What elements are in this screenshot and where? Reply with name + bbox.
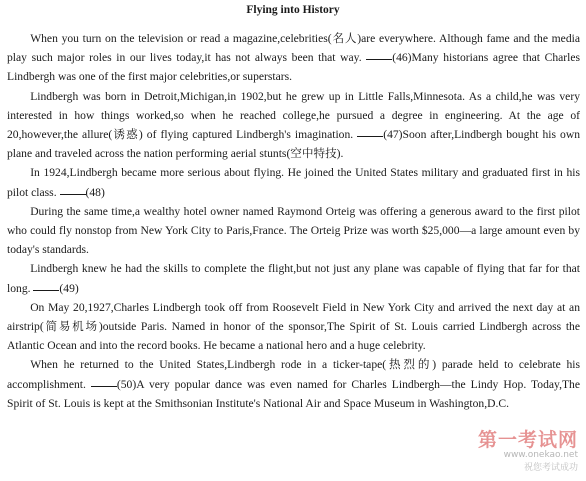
- answer-blank-47: [357, 135, 383, 137]
- passage-body: [7, 29, 580, 413]
- document-title: Flying into History: [246, 4, 340, 16]
- answer-blank-50: [91, 385, 117, 387]
- blank-number-48: (48): [85, 185, 105, 199]
- paragraph-6: [7, 298, 580, 356]
- blank-number-46: (46): [392, 51, 412, 65]
- blank-number-50: (50): [116, 377, 137, 391]
- paragraph-2: [7, 87, 580, 164]
- paragraph-5: [7, 259, 580, 297]
- paragraph-3: [7, 163, 580, 201]
- answer-blank-46: [366, 58, 392, 60]
- paragraph-text: Soon after,Lindbergh bought his own plane and traveled across the nation performing aerial stunts(空中特技).: [7, 128, 580, 161]
- paragraph-text: When you turn on the television or read a magazine,celebrities(名人)are everywhere. Although fame and the media play such major roles in our lives today,it has not always been that way.: [7, 32, 580, 65]
- answer-blank-49: [33, 289, 59, 291]
- watermark-url: www.onekao.net: [503, 450, 578, 460]
- blank-number-49: (49): [59, 281, 79, 295]
- paragraph-1: [7, 29, 580, 87]
- blank-number-47: (47): [383, 128, 403, 142]
- paragraph-text: In 1924,Lindbergh became more serious about flying. He joined the United States military and graduated first in his pilot class.: [7, 166, 580, 199]
- answer-blank-48: [60, 193, 86, 195]
- site-watermark: [458, 425, 578, 477]
- paragraph-text: Lindbergh was born in Detroit,Michigan,in 1902,but he grew up in Little Falls,Minnesota. As a child,he was very interested in how things worked,so when he reached college,he pursued a degree in engineering. At the age of 20,however,the allure(诱惑) of flying captured Lindbergh's imagination.: [7, 89, 580, 142]
- paragraph-text: When he returned to the United States,Lindbergh rode in a ticker-tape(热烈的) parade held to celebrate his accomplishment.: [7, 358, 580, 391]
- paragraph-text: During the same time,a wealthy hotel owner named Raymond Orteig was offering a generous award to the first pilot who could fly nonstop from New York City to Paris,France. The Orteig Prize was worth $25,000—a large amount even by today's standards.: [7, 204, 580, 257]
- paragraph-text: Lindbergh knew he had the skills to complete the flight,but not just any plane was capable of flying that far for that long.: [7, 262, 580, 295]
- watermark-brand: 第一考试网: [477, 429, 578, 451]
- paragraph-7: [7, 355, 580, 413]
- watermark-slogan: 祝您考试成功: [523, 463, 578, 473]
- paragraph-text: On May 20,1927,Charles Lindbergh took off from Roosevelt Field in New York City and arrived the next day at an airstrip(简易机场)outside Paris. Named in honor of the sponsor,The Spirit of St. Louis carried Lindbergh across the Atlantic Ocean and into the record books. He became a national hero and a huge celebrity.: [7, 300, 580, 353]
- paragraph-text: Many historians agree that Charles Lindbergh was one of the first major celebrities,or superstars.: [7, 51, 581, 84]
- paragraph-4: [7, 202, 580, 260]
- paragraph-text: A very popular dance was even named for Charles Lindbergh—the Lindy Hop. Today,The Spirit of St. Louis is kept at the Smithsonian Institute's National Air and Space Museum in Washington,D.C.: [7, 377, 580, 410]
